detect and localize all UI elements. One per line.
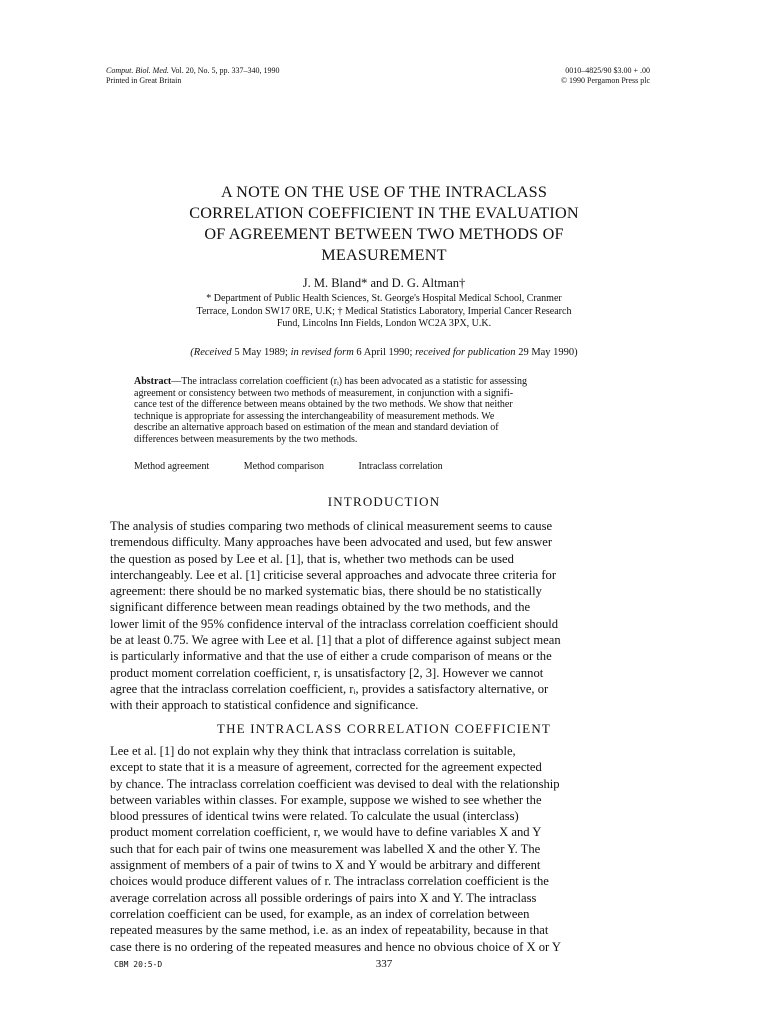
body-line: the question as posed by Lee et al. [1], that is, whether two methods can be used [110, 551, 514, 566]
copyright: © 1990 Pergamon Press plc [560, 76, 650, 85]
body-line: tremendous difficulty. Many approaches have been advocated and used, but few answer [110, 535, 553, 550]
body-line: product moment correlation coefficient, r, is unsatisfactory [2, 3]. However we cannot [110, 665, 544, 680]
keyword: Method agreement [134, 461, 210, 472]
journal-name: Comput. Biol. Med. [106, 66, 169, 75]
abstract-line: differences between measurements by the two methods. [134, 433, 358, 445]
publication-label: received for publication [415, 347, 516, 358]
abstract-line: cance test of the difference between means obtained by the two methods. We show that neither [134, 399, 513, 410]
revised-label: in revised form [290, 347, 354, 358]
abstract-line: technique is appropriate for assessing the interchangeability of measurement methods. We [134, 410, 495, 422]
author-altman: D. G. Altman† [391, 276, 466, 290]
icc-body [110, 743, 658, 955]
journal-volume: Vol. 20, No. 5, pp. 337–340, 1990 [170, 66, 280, 75]
body-line: case there is no ordering of the repeated measures and hence no obvious choice of X or Y [110, 939, 561, 954]
author-conjunction: and [367, 276, 392, 290]
journal-citation [106, 66, 280, 76]
body-line: repeated measures by the same method, i.e. as an index of repeatability, because in that [110, 923, 549, 938]
abstract-label: Abstract [134, 376, 172, 387]
body-line: significant difference between mean readings obtained by the two methods, and the [110, 600, 531, 615]
body-line: Lee et al. [1] do not explain why they think that intraclass correlation is suitable, [110, 744, 516, 758]
body-line: with their approach to statistical confidence and significance. [110, 698, 419, 713]
body-line: blood pressures of identical twins were related. To calculate the usual (interclass) [110, 809, 519, 824]
printed-in: Printed in Great Britain [106, 76, 182, 85]
body-line: interchangeably. Lee et al. [1] criticise several approaches and advocate three criteria for [110, 567, 557, 582]
keywords [134, 461, 475, 472]
received-label: (Received [190, 347, 232, 358]
keyword: Method comparison [243, 461, 325, 472]
title-line: A NOTE ON THE USE OF THE INTRACLASS [220, 183, 548, 201]
abstract-line [134, 376, 616, 388]
body-line: The analysis of studies comparing two methods of clinical measurement seems to cause [110, 519, 553, 533]
affiliation-line: * Department of Public Health Sciences, St. George's Hospital Medical School, Cranmer [206, 293, 562, 304]
author-list [0, 276, 768, 291]
abstract-line: describe an alternative approach based on estimation of the mean and standard deviation of [134, 422, 499, 433]
body-line: agree that the intraclass correlation coefficient, rᵢ, provides a satisfactory alternative, or [110, 681, 549, 696]
icc-heading: THE INTRACLASS CORRELATION COEFFICIENT [216, 721, 552, 736]
body-line: lower limit of the 95% confidence interval of the intraclass correlation coefficient should [110, 616, 559, 631]
title-line: OF AGREEMENT BETWEEN TWO METHODS OF [204, 225, 564, 243]
body-line: between variables within classes. For example, suppose we wished to see whether the [110, 792, 542, 807]
abstract-text: —The intraclass correlation coefficient (rᵢ) has been advocated as a statistic for assessing [171, 376, 527, 387]
title-line: MEASUREMENT [321, 246, 447, 264]
affiliation-line: Terrace, London SW17 0RE, U.K; † Medical Statistics Laboratory, Imperial Cancer Research [196, 305, 572, 317]
body-line: average correlation across all possible orderings of pairs into X and Y. The intraclass [110, 890, 537, 905]
affiliations [120, 293, 648, 331]
received-date: 5 May 1989; [231, 347, 291, 358]
journal-header [106, 66, 280, 86]
issn-price: 0010–4825/90 $3.00 + .00 [565, 66, 650, 75]
abstract-line: agreement or consistency between two methods of measurement, in conjunction with a signifi- [134, 387, 514, 399]
keyword: Intraclass correlation [358, 461, 443, 472]
body-line: be at least 0.75. We agree with Lee et al. [1] that a plot of difference against subject mean [110, 633, 561, 648]
abstract [134, 376, 616, 445]
paper-title [100, 182, 668, 266]
footer-code: CBM 20:5-D [114, 960, 163, 969]
body-line: except to state that it is a measure of agreement, corrected for the agreement expected [110, 760, 542, 775]
body-line: product moment correlation coefficient, r, we would have to define variables X and Y [110, 825, 542, 840]
page-number: 337 [375, 958, 393, 970]
body-line: is particularly informative and that the use of either a crude comparison of means or the [110, 649, 552, 664]
body-line: by chance. The intraclass correlation coefficient was devised to deal with the relationship [110, 776, 560, 791]
author-bland: J. M. Bland* [302, 276, 368, 290]
body-line: correlation coefficient can be used, for example, as an index of correlation between [110, 906, 530, 921]
received-dates [0, 347, 768, 358]
introduction-heading: INTRODUCTION [327, 494, 441, 509]
title-line: CORRELATION COEFFICIENT IN THE EVALUATION [189, 204, 579, 222]
revised-date: 6 April 1990; [353, 347, 416, 358]
publisher-header [561, 66, 650, 86]
body-line: agreement: there should be no marked systematic bias, there should be no statistically [110, 584, 542, 599]
affiliation-line: Fund, Lincolns Inn Fields, London WC2A 3PX, U.K. [276, 318, 492, 329]
introduction-body [110, 518, 658, 714]
body-line: assignment of members of a pair of twins to X and Y would be arbitrary and different [110, 858, 541, 873]
publication-date: 29 May 1990) [515, 347, 578, 358]
body-line: choices would produce different values of r. The intraclass correlation coefficient is the [110, 874, 549, 889]
body-line: such that for each pair of twins one measurement was labelled X and the other Y. The [110, 841, 541, 856]
